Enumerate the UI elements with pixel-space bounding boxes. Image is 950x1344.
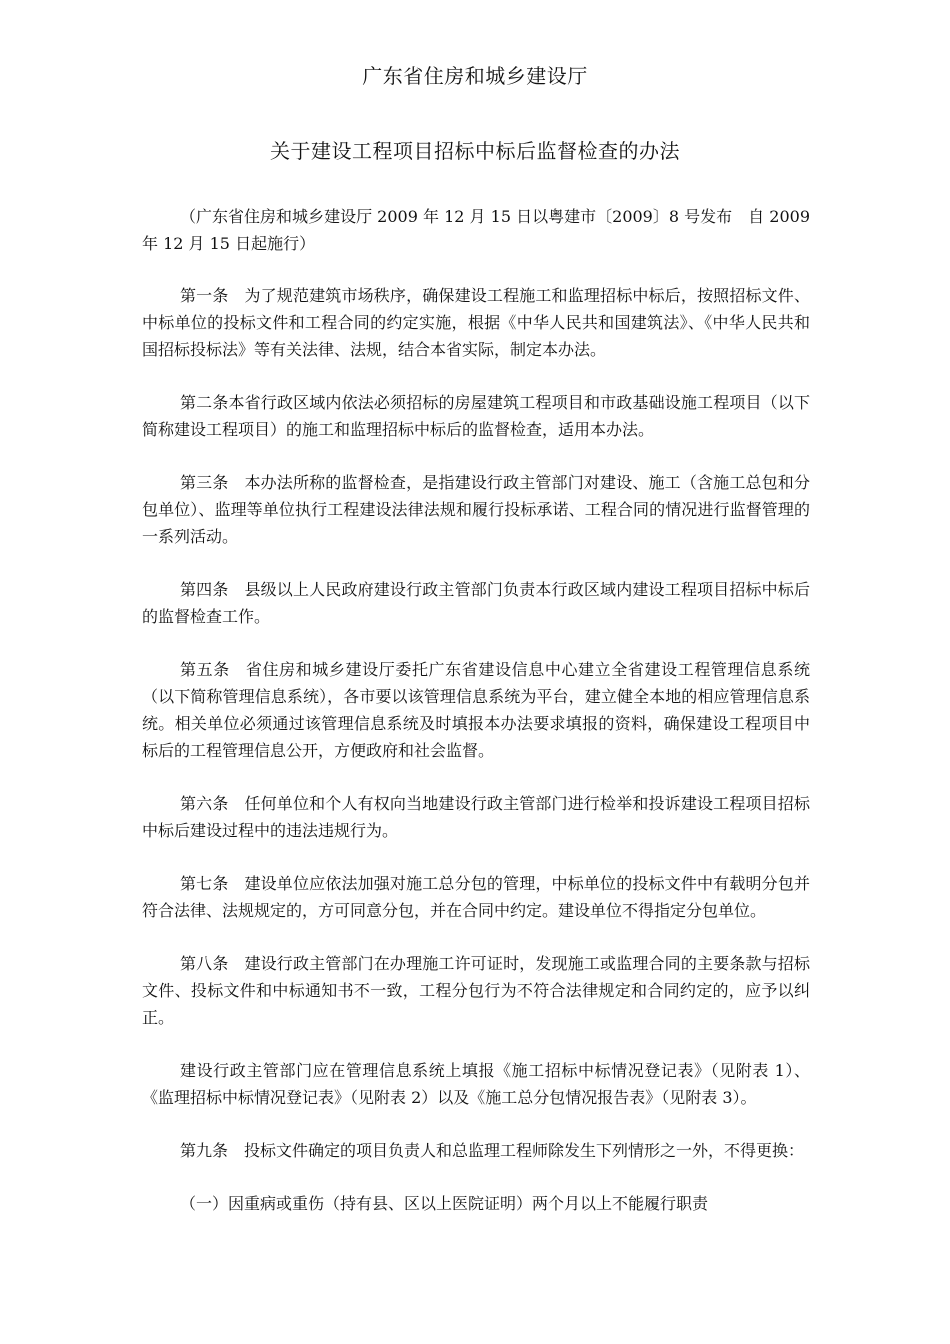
article-5 [142,656,810,764]
article-6 [142,790,810,844]
article-text: （一）因重病或重伤（持有县、区以上医院证明）两个月以上不能履行职责 [180,1194,709,1213]
article-number: 第九条 [180,1141,229,1160]
article-number: 第七条 [180,874,229,893]
article-number: 第一条 [180,286,229,305]
article-text: 建设行政主管部门在办理施工许可证时，发现施工或监理合同的主要条款与招标文件、投标文件和中标通知书不一致，工程分包行为不符合法律规定和合同约定的，应予以纠正。 [142,954,810,1027]
article-text: 县级以上人民政府建设行政主管部门负责本行政区域内建设工程项目招标中标后的监督检查工作。 [142,580,810,626]
article-8 [142,950,810,1031]
article-8-paragraph-2 [142,1057,810,1111]
article-9-item-1 [142,1190,810,1217]
article-3 [142,469,810,550]
article-text: 建设单位应依法加强对施工总分包的管理，中标单位的投标文件中有载明分包并符合法律、法规规定的，方可同意分包，并在合同中约定。建设单位不得指定分包单位。 [142,874,810,920]
article-1 [142,282,810,363]
document-title: 关于建设工程项目招标中标后监督检查的办法 [270,139,680,163]
article-number: 第四条 [180,580,229,599]
article-9 [142,1137,810,1164]
article-4 [142,576,810,630]
article-text: 任何单位和个人有权向当地建设行政主管部门进行检举和投诉建设工程项目招标中标后建设过程中的违法违规行为。 [142,794,810,840]
article-number: 第三条 [180,473,229,492]
article-7 [142,870,810,924]
issuing-organization: 广东省住房和城乡建设厅 [362,64,588,88]
article-text: 本省行政区域内依法必须招标的房屋建筑工程项目和市政基础设施工程项目（以下简称建设工程项目）的施工和监理招标中标后的监督检查，适用本办法。 [142,393,810,439]
article-number: 第五条 [180,660,230,679]
article-number: 第六条 [180,794,229,813]
article-text: 为了规范建筑市场秩序，确保建设工程施工和监理招标中标后，按照招标文件、中标单位的投标文件和工程合同的约定实施，根据《中华人民共和国建筑法》、《中华人民共和国招标投标法》等有关法律、法规，结合本省实际，制定本办法。 [142,286,810,359]
article-number: 第二条 [180,393,229,412]
article-number: 第八条 [180,954,229,973]
article-text: 省住房和城乡建设厅委托广东省建设信息中心建立全省建设工程管理信息系统（以下简称管理信息系统），各市要以该管理信息系统为平台，建立健全本地的相应管理信息系统。相关单位必须通过该管理信息系统及时填报本办法要求填报的资料，确保建设工程项目中标后的工程管理信息公开，方便政府和社会监督。 [142,660,810,760]
article-text: 投标文件确定的项目负责人和总监理工程师除发生下列情形之一外，不得更换： [244,1141,805,1160]
article-text: 本办法所称的监督检查，是指建设行政主管部门对建设、施工（含施工总包和分包单位）、监理等单位执行工程建设法律法规和履行投标承诺、工程合同的情况进行监督管理的一系列活动。 [142,473,810,546]
document-body [142,203,810,1243]
issue-note: （广东省住房和城乡建设厅 2009 年 12 月 15 日以粤建市〔2009〕8 号发布 自 2009 年 12 月 15 日起施行） [142,207,810,253]
article-2 [142,389,810,443]
article-text: 建设行政主管部门应在管理信息系统上填报《施工招标中标情况登记表》（见附表 1）、《监理招标中标情况登记表》（见附表 2）以及《施工总分包情况报告表》（见附表 3）。 [142,1061,810,1107]
